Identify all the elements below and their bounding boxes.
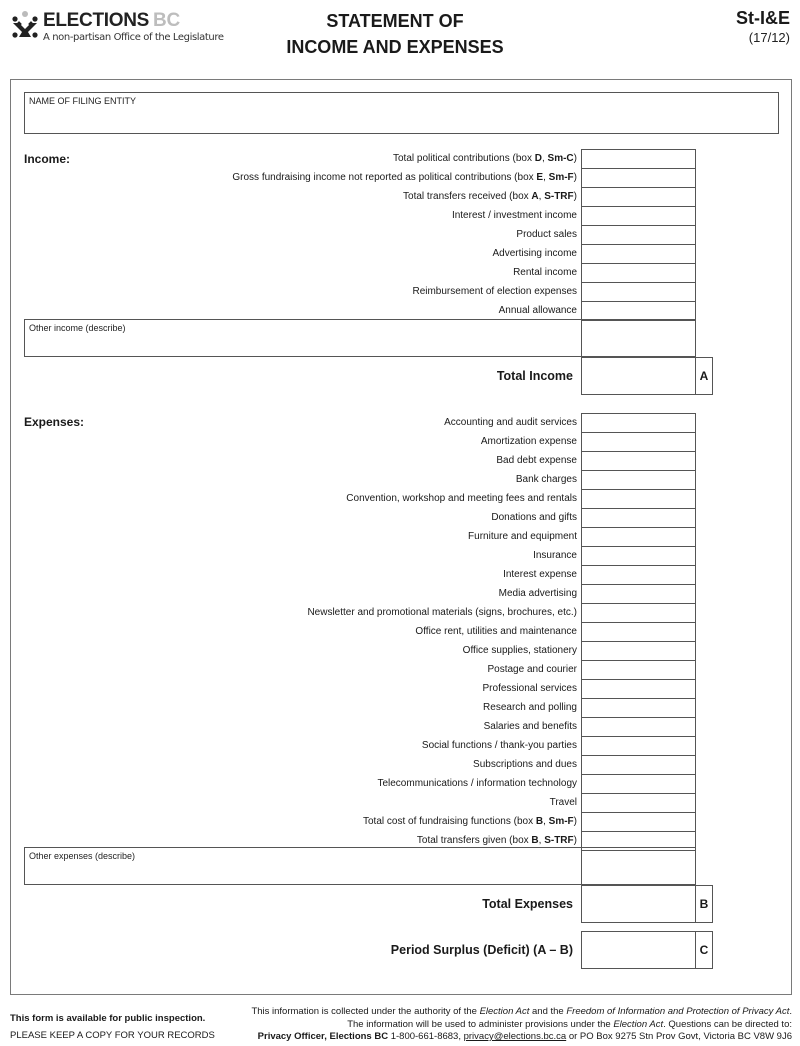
box-reference: D [534,153,542,164]
row-text: , [543,816,549,827]
other-income-amount-field[interactable] [581,319,696,357]
expense-amount-field[interactable] [581,565,696,585]
row-text: Amortization expense [480,436,577,447]
privacy-notice [251,1006,792,1044]
privacy-line-3 [251,1031,792,1044]
privacy-phone: 1-800-661-8683, [388,1031,464,1042]
expense-row-label [503,565,577,584]
income-amount-field[interactable] [581,282,696,302]
expense-row-label [481,432,577,451]
form-version: (17/12) [748,30,790,45]
expense-row-label [422,736,577,755]
expense-amount-field[interactable] [581,413,696,433]
total-income-box-letter: A [696,357,713,395]
expense-amount-field[interactable] [581,812,696,832]
logo-wordmark [43,11,180,30]
row-text: Office rent, utilities and maintenance [415,626,577,637]
period-surplus-box-letter: C [696,931,713,969]
expense-amount-field[interactable] [581,717,696,737]
row-text: Professional services [482,683,577,694]
logo-word: ELECTIONS [43,10,150,31]
expense-row-label [444,413,577,432]
expense-amount-field[interactable] [581,508,696,528]
other-expenses-amount-field[interactable] [581,847,696,885]
expense-row-label [487,660,577,679]
box-reference: E [536,172,544,183]
expense-amount-field[interactable] [581,679,696,699]
period-surplus-label: Period Surplus (Deficit) (A – B) [390,943,573,957]
expense-row-label [468,527,577,546]
box-reference: S-TRF [544,835,574,846]
income-amount-field[interactable] [581,263,696,283]
privacy-text: and the [529,1006,567,1017]
row-text: , [543,172,549,183]
expense-amount-field[interactable] [581,641,696,661]
privacy-text: The information will be used to administer provisions under the [347,1018,614,1030]
expense-amount-field[interactable] [581,546,696,566]
income-amount-field[interactable] [581,206,696,226]
privacy-email-link[interactable]: privacy@elections.bc.ca [463,1031,567,1042]
filing-entity-field[interactable] [24,92,779,134]
logo-word-accent: BC [153,10,180,31]
expense-amount-field[interactable] [581,755,696,775]
row-text: Advertising income [492,248,577,259]
row-text: Bad debt expense [496,455,577,466]
income-row-label [412,282,577,301]
period-surplus-field[interactable] [581,931,696,969]
other-expenses-description-field[interactable] [24,847,581,885]
box-reference: Sm-F [548,172,574,183]
row-text: Social functions / thank-you parties [421,740,577,751]
row-text: Total political contributions (box [392,153,535,164]
income-row-label [516,225,577,244]
row-text: Total transfers given (box [416,835,532,846]
expense-row-label [533,546,577,565]
expense-amount-field[interactable] [581,793,696,813]
row-text: ) [573,153,577,164]
income-row-label [232,168,577,187]
expense-amount-field[interactable] [581,660,696,680]
row-text: ) [573,835,577,846]
form-code: St-I&E [736,8,790,28]
total-expenses-field[interactable] [581,885,696,923]
total-expenses-box-letter: B [696,885,713,923]
row-text: Salaries and benefits [483,721,577,732]
income-row-label [493,244,577,263]
row-text: ) [573,172,577,183]
income-row-label [393,149,577,168]
total-income-field[interactable] [581,357,696,395]
row-text: Insurance [533,550,577,561]
row-text: Subscriptions and dues [473,759,577,770]
row-text: ) [573,816,577,827]
expense-row-label [346,489,577,508]
privacy-line-2 [251,1019,792,1032]
row-text: , [541,153,548,164]
row-text: ) [573,191,577,202]
row-text: Gross fundraising income not reported as political contributions (box [232,172,537,183]
row-text: Accounting and audit services [444,417,577,428]
row-text: Furniture and equipment [468,531,577,542]
expense-row-label [483,698,577,717]
expense-row-label [484,717,577,736]
income-heading: Income: [24,152,71,166]
expense-amount-field[interactable] [581,736,696,756]
expense-row-label [483,679,577,698]
row-text: Interest / investment income [451,210,577,221]
keep-copy-notice: PLEASE KEEP A COPY FOR YOUR RECORDS [10,1030,215,1041]
other-expenses-label: Other expenses (describe) [29,851,136,861]
row-text: Office supplies, stationery [462,645,577,656]
expense-row-label [550,793,577,812]
other-income-label: Other income (describe) [29,323,126,333]
expense-row-label [473,755,577,774]
row-text: Travel [549,797,577,808]
expense-amount-field[interactable] [581,489,696,509]
row-text: Product sales [516,229,577,240]
expense-row-label [307,603,577,622]
expense-amount-field[interactable] [581,698,696,718]
row-text: Annual allowance [498,305,577,316]
election-act-ref: Election Act [479,1006,530,1017]
other-income-description-field[interactable] [24,319,581,357]
row-text: Total transfers received (box [403,191,532,202]
total-expenses-label: Total Expenses [482,897,573,911]
expense-row-label [491,508,577,527]
box-reference: S-TRF [544,191,574,202]
elections-bc-logo [10,8,224,43]
income-amount-field[interactable] [581,149,696,169]
expense-row-label [363,812,577,831]
expense-amount-field[interactable] [581,584,696,604]
box-reference: Sm-C [547,153,574,164]
income-row-label [403,187,577,206]
income-amount-field[interactable] [581,301,696,321]
income-amount-field[interactable] [581,187,696,207]
privacy-text: . [789,1006,792,1017]
expense-amount-field[interactable] [581,432,696,452]
box-reference: Sm-F [548,816,574,827]
election-act-ref: Election Act [613,1018,664,1030]
income-row-label [499,301,577,320]
row-text: Rental income [513,267,577,278]
filing-entity-label: NAME OF FILING ENTITY [29,96,137,106]
expense-row-label [463,641,577,660]
row-text: , [538,191,545,202]
expense-amount-field[interactable] [581,527,696,547]
page-title [250,8,540,60]
income-amount-field[interactable] [581,168,696,188]
privacy-address: or PO Box 9275 Stn Prov Govt, Victoria BC V8W 9J6 [566,1031,792,1042]
row-text: Media advertising [498,588,577,599]
expense-amount-field[interactable] [581,451,696,471]
expense-amount-field[interactable] [581,603,696,623]
box-reference: B [535,816,544,827]
expense-amount-field[interactable] [581,470,696,490]
row-text: Convention, workshop and meeting fees and rentals [346,493,577,504]
title-line-2: INCOME AND EXPENSES [286,37,504,57]
income-row-label [513,263,577,282]
public-inspection-notice: This form is available for public inspection. [10,1013,206,1024]
expense-amount-field[interactable] [581,774,696,794]
elections-bc-logo-icon [10,10,40,40]
box-reference: A [531,191,539,202]
expense-amount-field[interactable] [581,622,696,642]
privacy-officer: Privacy Officer, Elections BC [257,1031,389,1042]
total-income-label: Total Income [496,369,573,383]
row-text: Research and polling [483,702,577,713]
expense-row-label [499,584,577,603]
foippa-ref: Freedom of Information and Protection of Privacy Act [566,1006,790,1017]
title-line-1: STATEMENT OF [326,11,464,31]
row-text: Donations and gifts [491,512,577,523]
logo-tagline: A non-partisan Office of the Legislature [43,32,224,43]
income-row-label [452,206,577,225]
row-text: , [538,835,545,846]
row-text: Interest expense [503,569,577,580]
expense-row-label [496,451,577,470]
income-amount-field[interactable] [581,225,696,245]
row-text: Newsletter and promotional materials (signs, brochures, etc.) [307,607,577,618]
row-text: Postage and courier [487,664,577,675]
expense-row-label [516,470,577,489]
row-text: Reimbursement of election expenses [412,286,577,297]
expense-row-label [377,774,577,793]
income-amount-field[interactable] [581,244,696,264]
row-text: Bank charges [515,474,577,485]
privacy-text: This information is collected under the authority of the [251,1006,480,1017]
expenses-heading: Expenses: [24,415,85,429]
expense-row-label [415,622,577,641]
row-text: Telecommunications / information technology [377,778,577,789]
box-reference: B [531,835,539,846]
row-text: Total cost of fundraising functions (box [362,816,536,827]
privacy-text: . Questions can be directed to: [663,1018,792,1030]
privacy-line-1 [251,1006,792,1019]
